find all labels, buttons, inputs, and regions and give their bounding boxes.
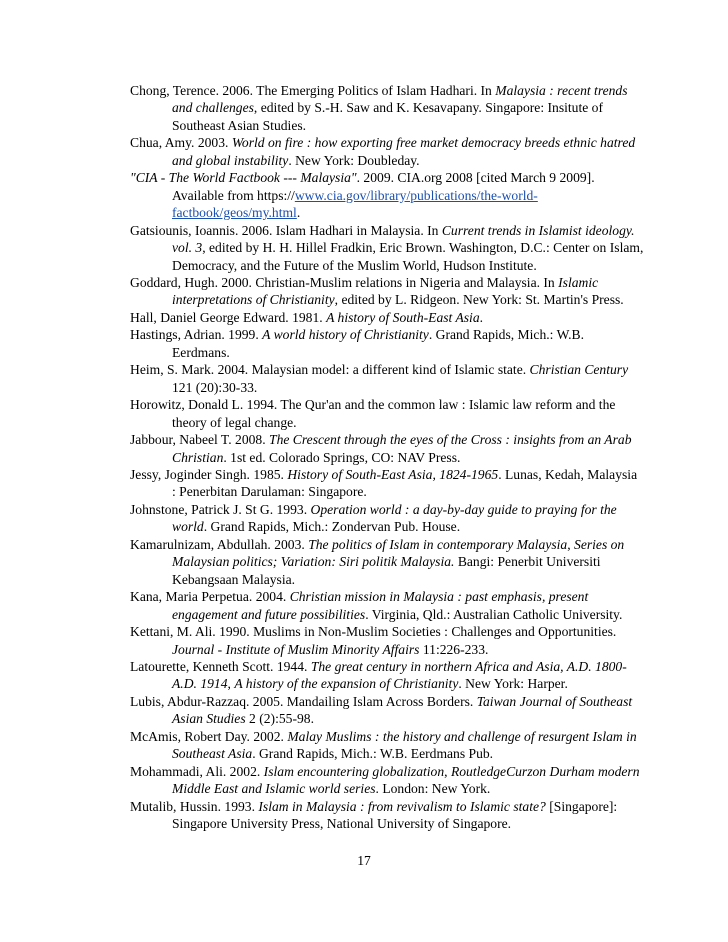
italic-title: History of South-East Asia, 1824-1965 [287,466,499,482]
entry-text: Heim, S. Mark. 2004. Malaysian model: a different kind of Islamic state. [130,362,530,378]
entry-text: . London: New York. [375,781,491,797]
italic-title: Journal - Institute of Muslim Minority Affairs [172,641,420,657]
page-number: 17 [357,853,371,868]
entry-text: Johnstone, Patrick J. St G. 1993. [130,501,311,517]
entry-text: 121 (20):30-33. [172,379,258,395]
entry-text: Chong, Terence. 2006. The Emerging Politics of Islam Hadhari. In [130,83,496,98]
italic-title: The politics of Islam in contemporary Malaysia [308,536,568,552]
entry-text: Lubis, Abdur-Razzaq. 2005. Mandailing Islam Across Borders. [130,693,477,709]
bibliography-entry [130,82,644,134]
entry-text: Goddard, Hugh. 2000. Christian-Muslim relations in Nigeria and Malaysia. In [130,274,559,290]
entry-text: . 2009. CIA.org 2008 [cited March 9 2009]. Available from https:// [172,170,595,203]
italic-title: Islamic interpretations of Christianity [172,274,599,308]
entry-text: Hastings, Adrian. 1999. [130,327,263,343]
entry-text: Jabbour, Nabeel T. 2008. [130,432,270,448]
italic-title: A world history of Christianity [262,327,429,343]
entry-text: 11:226-233. [419,641,489,657]
entry-text: , [444,763,451,779]
entry-text: . Grand Rapids, Mich.: W.B. Eerdmans Pub. [252,746,494,762]
italic-title: Series on Malaysian politics; Variation: Siri politik Malaysia. [172,536,625,570]
italic-title: Christian mission in Malaysia : past emphasis, present engagement and future possibilities [172,589,589,622]
italic-title: Current trends in Islamist ideology. vol. 3 [172,222,635,256]
entry-text: . Grand Rapids, Mich.: W.B. Eerdmans. [172,327,585,360]
entry-text: . Virginia, Qld.: Australian Catholic University. [365,606,623,622]
entry-text: Bangi: Penerbit Universiti Kebangsaan Malaysia. [172,554,601,587]
entry-text: . New York: Harper. [458,676,568,692]
entry-text: Gatsiounis, Ioannis. 2006. Islam Hadhari in Malaysia. In [130,222,442,238]
bibliography-entry [130,623,644,658]
entry-text: 2 (2):55-98. [245,711,314,727]
bibliography-list [130,82,644,832]
italic-title: Malay Muslims : the history and challenge of resurgent Islam in Southeast Asia [172,728,637,762]
entry-text: . Grand Rapids, Mich.: Zondervan Pub. House. [203,519,461,535]
bibliography-entry [130,309,644,326]
entry-text: Kana, Maria Perpetua. 2004. [130,589,290,605]
entry-text: . New York: Doubleday. [288,152,420,168]
bibliography-entry [130,466,644,501]
entry-text: Kamarulnizam, Abdullah. 2003. [130,536,309,552]
italic-title: A history of the expansion of Christianity [234,676,459,692]
entry-text: [Singapore]: Singapore University Press, National University of Singapore. [172,798,618,832]
entry-text: , edited by S.-H. Saw and K. Kesavapany. Singapore: Insitute of Southeast Asian Studies. [172,100,604,133]
entry-text: . [479,309,484,325]
entry-text: , edited by H. H. Hillel Fradkin, Eric Brown. Washington, D.C.: Center on Islam, Democracy, and the Future of the Muslim World, Hudson Institute. [172,240,644,273]
bibliography-entry [130,501,644,536]
reference-link[interactable]: www.cia.gov/library/publications/the-world-factbook/geos/my.html [172,187,538,221]
bibliography-entry [130,396,644,431]
entry-text: , [567,536,575,552]
entry-text: Hall, Daniel George Edward. 1981. [130,309,327,325]
italic-title: Islam encountering globalization [263,763,445,779]
entry-text: Chua, Amy. 2003. [130,135,232,151]
bibliography-entry [130,169,644,221]
italic-title: Operation world : a day-by-day guide to praying for the world [172,501,617,535]
bibliography-entry [130,693,644,728]
italic-title: The Crescent through the eyes of the Cross : insights from an Arab Christian [172,432,632,465]
entry-text: Jessy, Joginder Singh. 1985. [130,466,288,482]
bibliography-entry [130,222,644,274]
entry-text: . Lunas, Kedah, Malaysia : Penerbitan Darulaman: Singapore. [172,466,638,500]
bibliography-entry [130,728,644,763]
bibliography-entry [130,326,644,361]
bibliography-entry [130,431,644,466]
bibliography-entry [130,536,644,588]
bibliography-entry [130,588,644,623]
entry-text: . 1st ed. Colorado Springs, CO: NAV Press. [223,449,461,465]
italic-title: World on fire : how exporting free market democracy breeds ethnic hatred and global instability [172,135,636,168]
italic-title: The great century in northern Africa and Asia, A.D. 1800-A.D. 1914 [172,658,627,692]
entry-text: Kettani, M. Ali. 1990. Muslims in Non-Muslim Societies : Challenges and Opportunities. [130,624,617,640]
italic-title: A history of South-East Asia [326,309,480,325]
italic-title: "CIA - The World Factbook --- Malaysia" [130,170,357,186]
entry-text: Mutalib, Hussin. 1993. [130,798,259,814]
entry-text: , edited by L. Ridgeon. New York: St. Martin's Press. [334,292,624,308]
entry-text: . [296,205,301,221]
bibliography-entry [130,798,644,833]
italic-title: Christian Century [529,362,629,378]
entry-text: , [227,676,235,692]
entry-text: Latourette, Kenneth Scott. 1944. [130,658,311,674]
bibliography-entry [130,658,644,693]
entry-text: Mohammadi, Ali. 2002. [130,763,264,779]
italic-title: Islam in Malaysia : from revivalism to Islamic state? [258,798,546,814]
bibliography-entry [130,134,644,169]
entry-text: Horowitz, Donald L. 1994. The Qur'an and the common law : Islamic law reform and the theory of legal change. [130,397,616,430]
bibliography-entry [130,763,644,798]
entry-text: McAmis, Robert Day. 2002. [130,728,288,744]
italic-title: Malaysia : recent trends and challenges [172,83,628,116]
italic-title: RoutledgeCurzon Durham modern Middle East and Islamic world series [172,763,640,797]
bibliography-entry [130,274,644,309]
italic-title: Taiwan Journal of Southeast Asian Studies [172,693,633,727]
bibliography-entry [130,361,644,396]
